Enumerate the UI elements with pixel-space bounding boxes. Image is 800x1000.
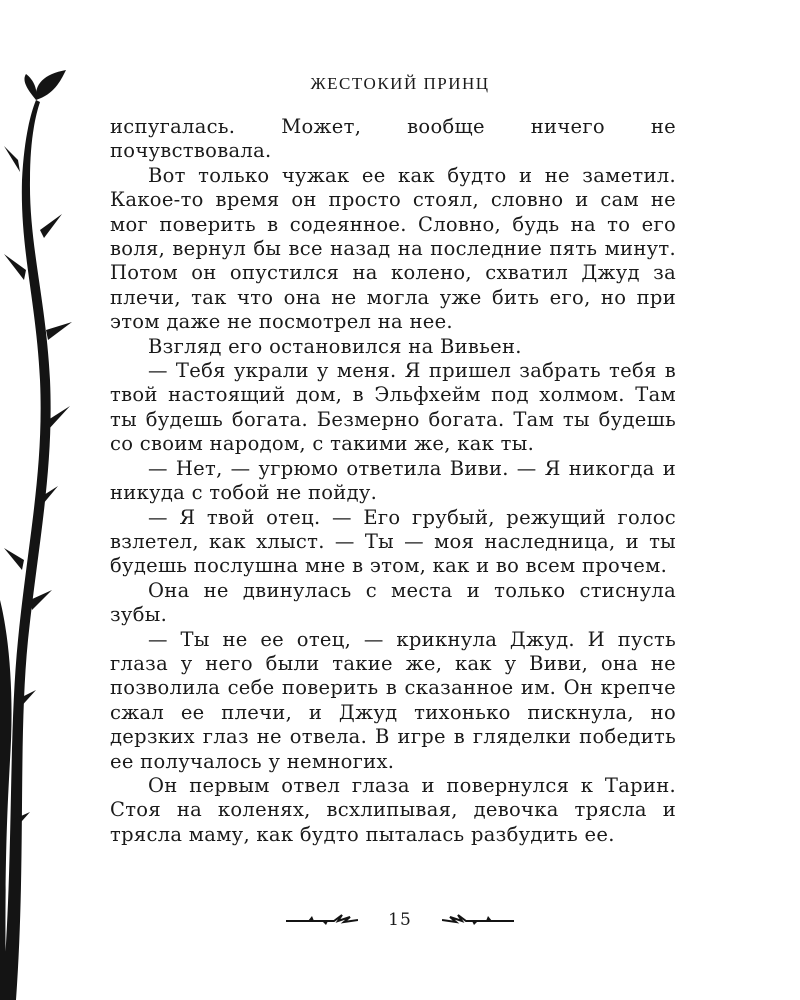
paragraph: — Тебя украли у меня. Я пришел забрать тебя в твой настоящий дом, в Эльфхейм под холмом. Там ты будешь богата. Безмерно богата. Там ты будешь со своим народом, с такими же, как ты. — [110, 359, 676, 456]
paragraph: Он первым отвел глаза и повернулся к Тарин. Стоя на коленях, всхлипывая, девочка трясла и трясла маму, как будто пыталась разбудить ее. — [110, 773, 676, 846]
paragraph: — Ты не ее отец, — крикнула Джуд. И пусть глаза у него были такие же, как у Виви, она не позволила себе поверить в сказанное им. Он крепче сжал ее плечи, и Джуд тихонько пискнула, но дерзких глаз не отвела. В игре в гляделки победить ее получалось у немногих. — [110, 627, 676, 773]
thorny-vine-ornament — [0, 0, 110, 1000]
thorn-ornament-right-icon — [442, 912, 514, 928]
paragraph: — Я твой отец. — Его грубый, режущий голос взлетел, как хлыст. — Ты — моя наследница, и ты будешь послушна мне в этом, как и во всем прочем. — [110, 505, 676, 578]
paragraph: Взгляд его остановился на Вивьен. — [148, 334, 522, 358]
page-number: 15 — [388, 910, 412, 930]
paragraph: Она не двинулась с места и только стиснула зубы. — [110, 578, 676, 627]
body-text — [110, 115, 676, 847]
paragraph: Вот только чужак ее как будто и не заметил. Какое-то время он просто стоял, словно и сам не мог поверить в содеянное. Словно, будь на то его воля, вернул бы все назад на последние пять минут. Потом он опустился на колено, схватил Джуд за плечи, так что она не могла уже бить его, но при этом даже не посмотрел на нее. — [110, 163, 676, 334]
paragraph: — Нет, — угрюмо ответила Виви. — Я никогда и никуда с тобой не пойду. — [110, 456, 676, 505]
page-folio — [280, 908, 520, 934]
running-head: ЖЕСТОКИЙ ПРИНЦ — [310, 74, 490, 93]
paragraph: испугалась. Может, вообще ничего не почувствовала. — [110, 115, 676, 163]
